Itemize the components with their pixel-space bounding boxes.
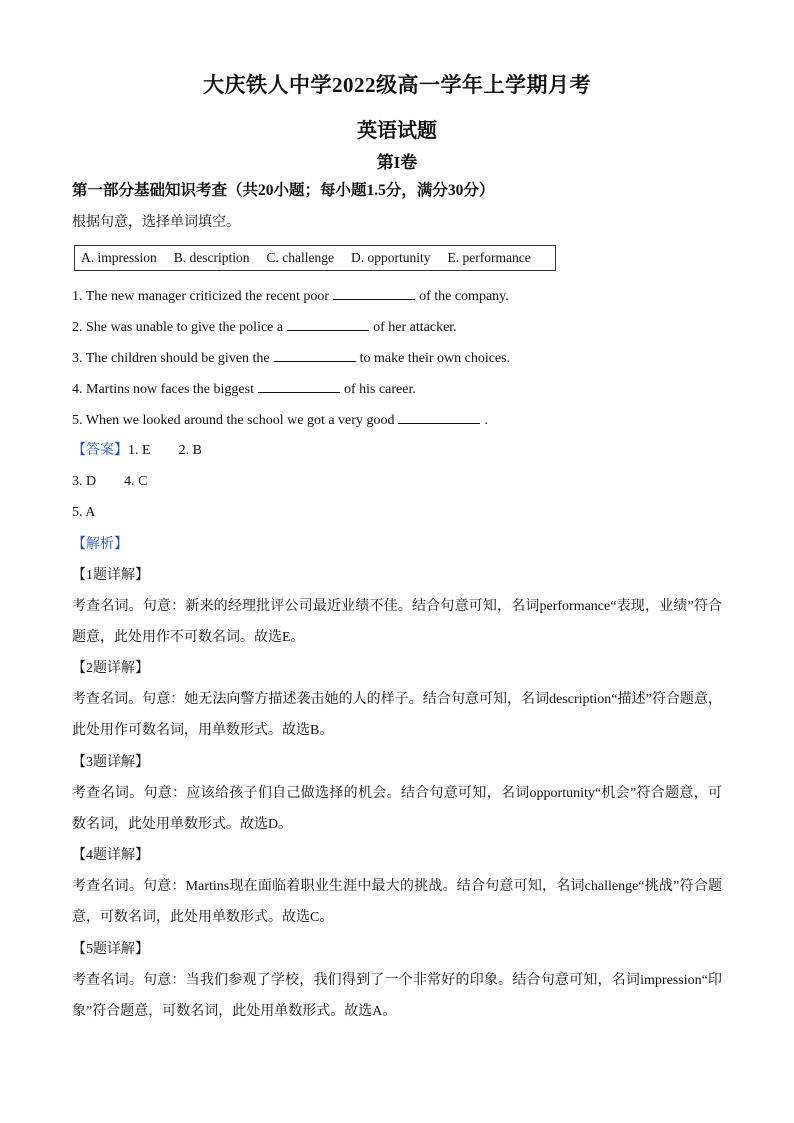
detail-heading-3: 【3题详解】	[72, 755, 149, 770]
answer-blank	[274, 347, 356, 362]
detail-heading-1: 【1题详解】	[72, 568, 149, 583]
question-text: of his career.	[343, 382, 416, 397]
question-3	[72, 347, 722, 369]
word-option-d: D. opportunity	[350, 250, 431, 265]
subject-title: 英语试题	[357, 120, 437, 142]
question-5	[72, 409, 722, 431]
word-option-e: E. performance	[447, 250, 531, 265]
school-title: 大庆铁人中学2022级高一学年上学期月考	[203, 73, 591, 97]
answer-tag: 【答案】	[72, 443, 128, 458]
detail-text-5: 考查名词。句意：当我们参观了学校，我们得到了一个非常好的印象。结合句意可知，名词impression“印象”符合题意，可数名词，此处用单数形式。故选A。	[72, 973, 722, 1019]
detail-text-2: 考查名词。句意：她无法向警方描述袭击她的人的样子。结合句意可知，名词description“描述”符合题意，此处用作可数名词，用单数形式。故选B。	[72, 692, 722, 738]
word-bank-box	[74, 245, 556, 271]
volume-title: 第I卷	[376, 153, 418, 172]
question-text: to make their own choices.	[359, 351, 511, 366]
answer-row-1	[72, 441, 722, 461]
section-heading: 第一部分基础知识考查（共20小题；每小题1.5分，满分30分）	[72, 182, 495, 199]
question-2	[72, 316, 722, 338]
question-text: 4. Martins now faces the biggest	[72, 382, 254, 397]
answer-2: 2. B	[178, 443, 202, 458]
word-option-c: C. challenge	[266, 250, 334, 265]
detail-text-3: 考查名词。句意：应该给孩子们自己做选择的机会。结合句意可知，名词opportunity“机会”符合题意，可数名词，此处用单数形式。故选D。	[72, 786, 722, 832]
question-text: 1. The new manager criticized the recent poor	[72, 289, 330, 304]
answer-row-2	[72, 472, 722, 492]
question-text: of the company.	[419, 289, 509, 304]
question-text: .	[484, 413, 488, 428]
answer-blank	[398, 409, 480, 424]
answer-row-3	[72, 503, 722, 523]
answer-1: 1. E	[128, 443, 151, 458]
question-text: 2. She was unable to give the police a	[72, 320, 284, 335]
detail-heading-4: 【4题详解】	[72, 848, 149, 863]
question-4	[72, 378, 722, 400]
answer-5: 5. A	[72, 505, 96, 520]
word-option-a: A. impression	[81, 250, 157, 265]
question-text: 5. When we looked around the school we got a very good	[72, 413, 395, 428]
word-option-b: B. description	[173, 250, 250, 265]
answer-blank	[258, 378, 340, 393]
detail-text-4: 考查名词。句意：Martins现在面临着职业生涯中最大的挑战。结合句意可知，名词challenge“挑战”符合题意，可数名词，此处用单数形式。故选C。	[72, 879, 722, 925]
instruction: 根据句意，选择单词填空。	[72, 215, 240, 230]
answer-3: 3. D	[72, 474, 97, 489]
answer-blank	[287, 316, 369, 331]
answer-blank	[333, 285, 415, 300]
detail-text-1: 考查名词。句意：新来的经理批评公司最近业绩不佳。结合句意可知，名词performance“表现，业绩”符合题意，此处用作不可数名词。故选E。	[72, 599, 722, 645]
question-text: of her attacker.	[373, 320, 457, 335]
answer-4: 4. C	[124, 474, 148, 489]
detail-heading-5: 【5题详解】	[72, 942, 149, 957]
question-1	[72, 285, 722, 307]
analysis-label: 【解析】	[72, 537, 128, 552]
question-text: 3. The children should be given the	[72, 351, 270, 366]
detail-heading-2: 【2题详解】	[72, 661, 149, 676]
analysis-tag	[72, 535, 722, 555]
